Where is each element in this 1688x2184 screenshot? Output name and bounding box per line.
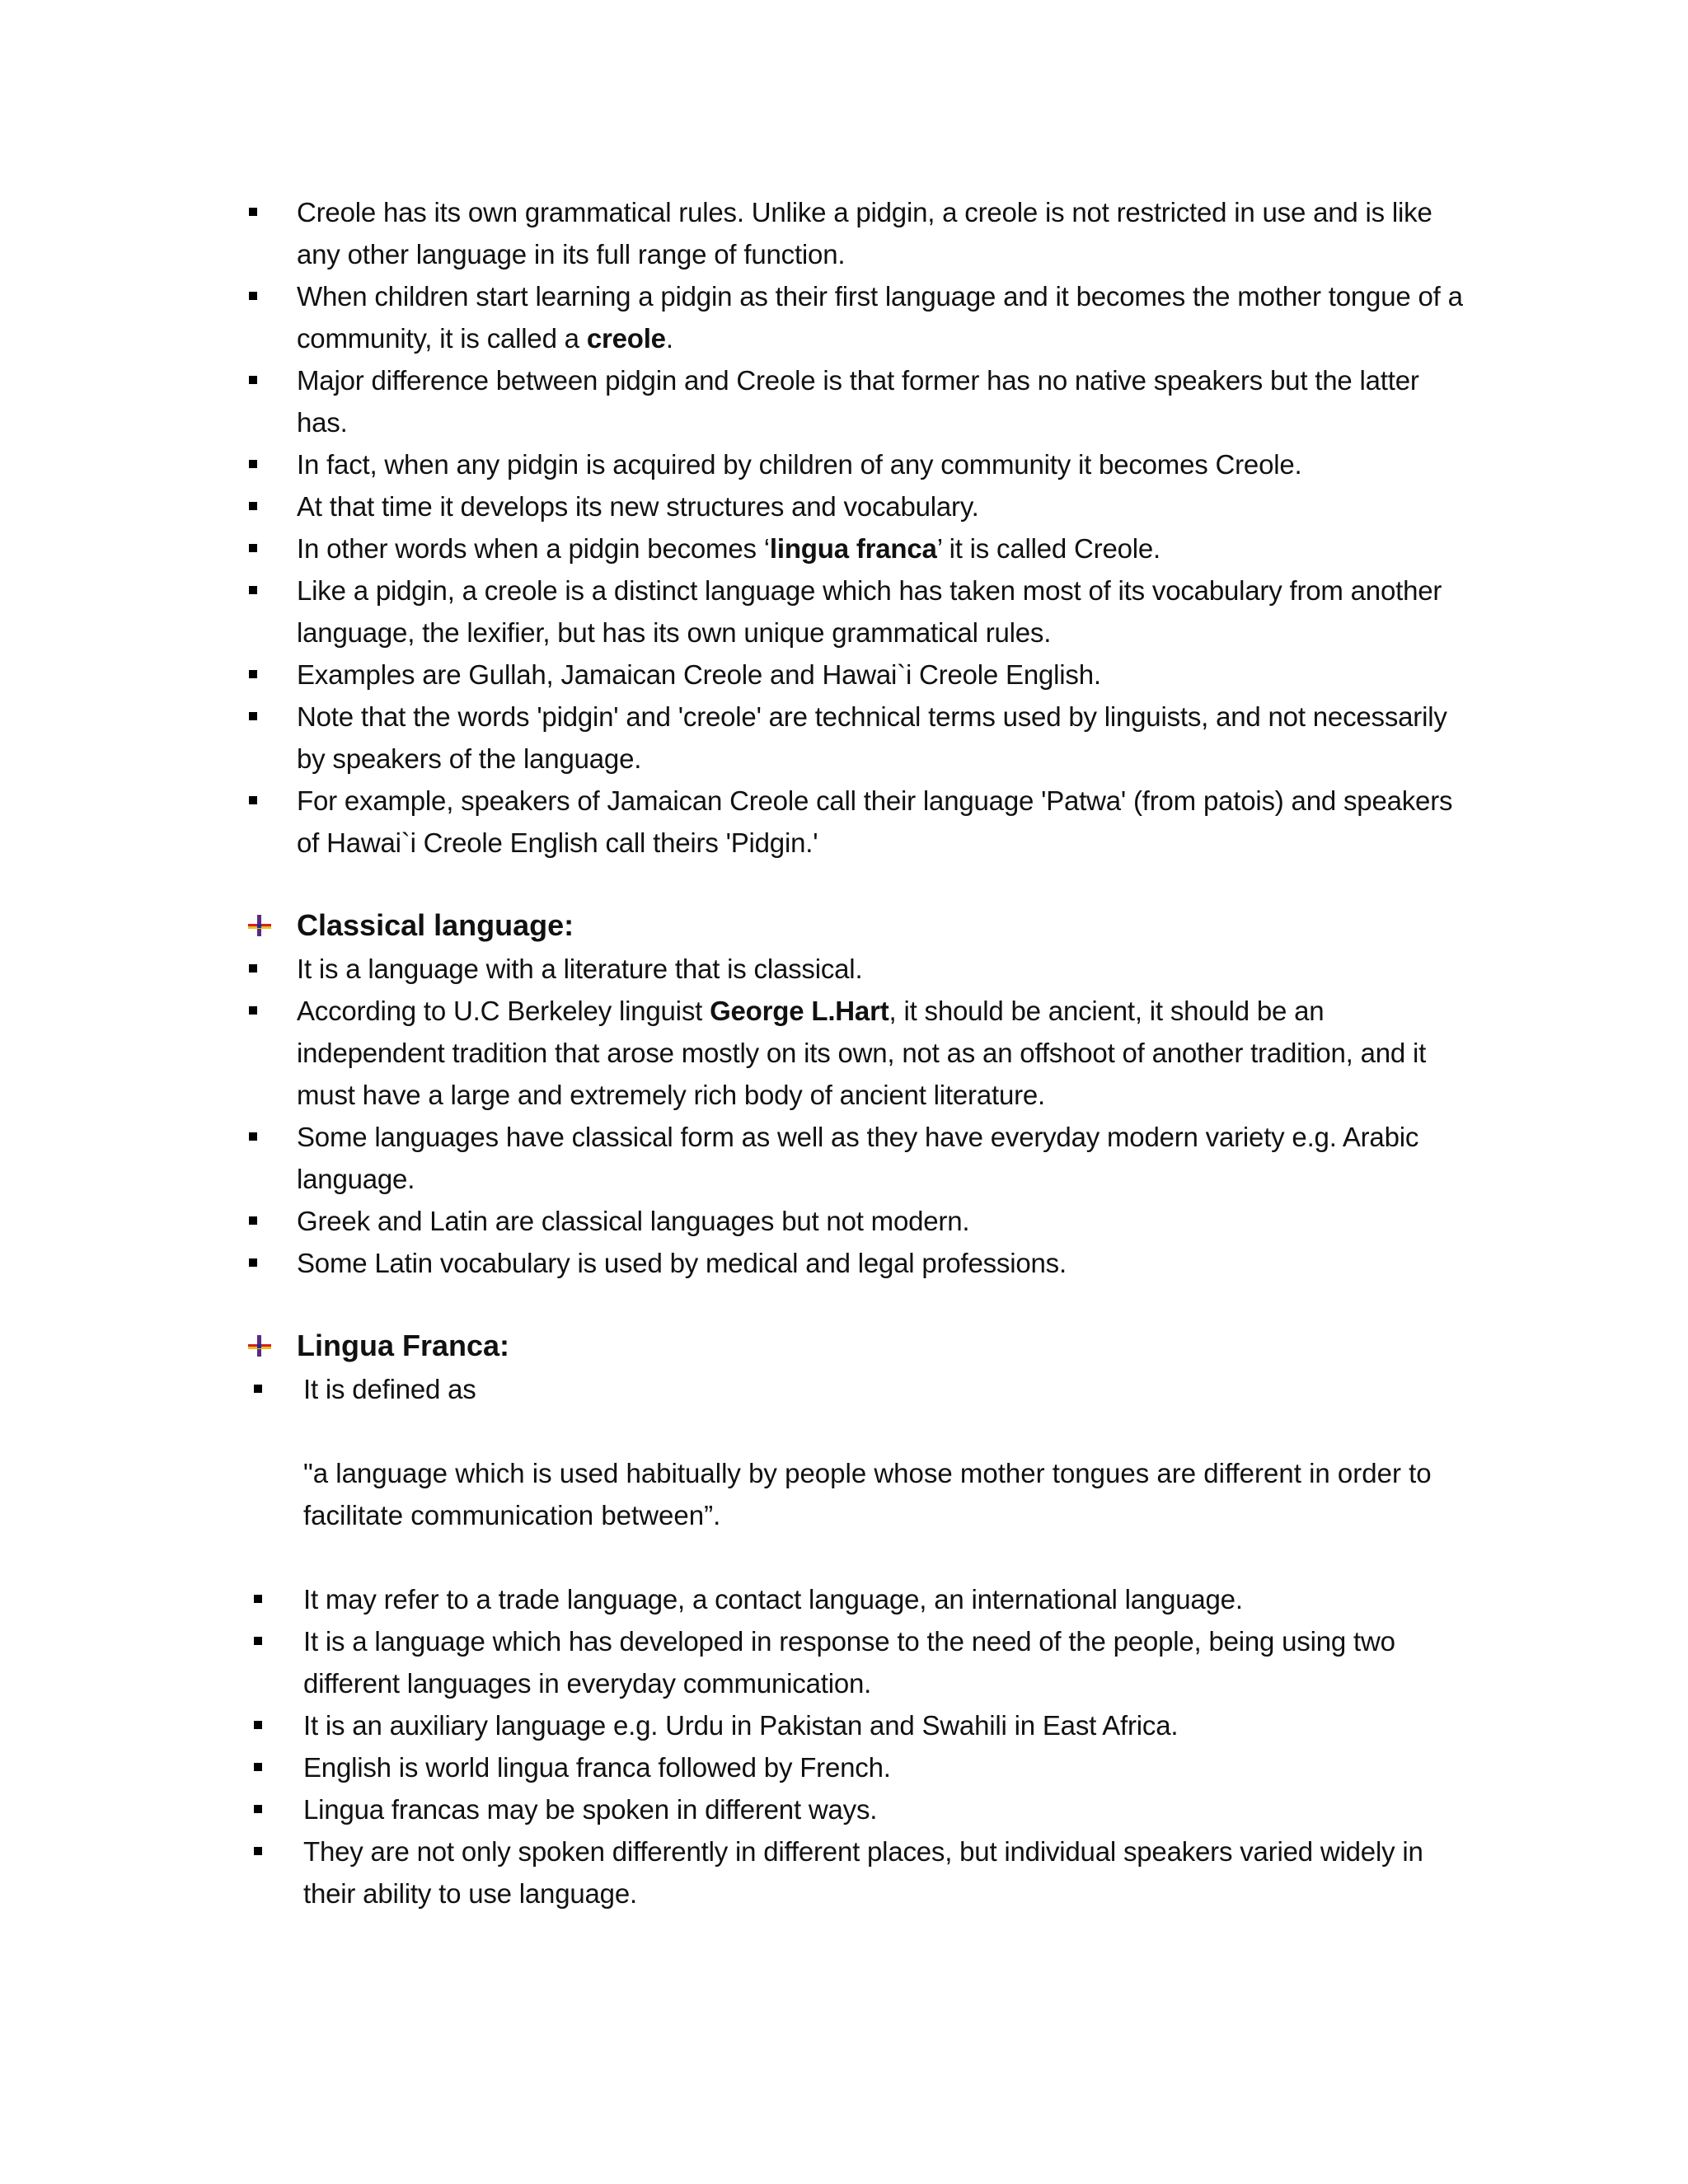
definition-quote: "a language which is used habitually by people whose mother tongues are different in order to facilitate communication between”. — [303, 1458, 1432, 1530]
list-item: When children start learning a pidgin as their first language and it becomes the mother tongue of a community, it is called a creole. — [247, 275, 1465, 359]
list-item: For example, speakers of Jamaican Creole call their language 'Patwa' (from patois) and speakers of Hawai`i Creole English call theirs 'Pidgin.' — [247, 780, 1465, 864]
plus-arrow-icon — [247, 1333, 272, 1358]
square-bullet-icon — [249, 1258, 257, 1267]
list-item: In fact, when any pidgin is acquired by children of any community it becomes Creole. — [247, 443, 1465, 485]
lingua-franca-list — [247, 1368, 1465, 1915]
section-heading-classical: Classical language: — [247, 903, 1465, 948]
list-item: It is a language which has developed in response to the need of the people, being using two different languages in everyday communication. — [247, 1620, 1465, 1704]
square-bullet-icon — [249, 1132, 257, 1141]
square-bullet-icon — [254, 1721, 262, 1729]
list-item: Major difference between pidgin and Creole is that former has no native speakers but the latter has. — [247, 359, 1465, 443]
list-item: They are not only spoken differently in different places, but individual speakers varied widely in their ability to use language. — [247, 1830, 1465, 1915]
section-heading-lingua-franca: Lingua Franca: — [247, 1324, 1465, 1368]
list-item: Greek and Latin are classical languages but not modern. — [247, 1200, 1465, 1242]
square-bullet-icon — [254, 1805, 262, 1813]
list-item: Some languages have classical form as well as they have everyday modern variety e.g. Arabic language. — [247, 1116, 1465, 1200]
square-bullet-icon — [249, 208, 257, 216]
list-item: At that time it develops its new structures and vocabulary. — [247, 485, 1465, 527]
list-item: Creole has its own grammatical rules. Unlike a pidgin, a creole is not restricted in use and is like any other language in its full range of function. — [247, 191, 1465, 275]
list-item: It is an auxiliary language e.g. Urdu in Pakistan and Swahili in East Africa. — [247, 1704, 1465, 1746]
square-bullet-icon — [249, 292, 257, 300]
list-item: It is defined as — [247, 1368, 1465, 1410]
list-item: Examples are Gullah, Jamaican Creole and Hawai`i Creole English. — [247, 654, 1465, 696]
list-item: Like a pidgin, a creole is a distinct language which has taken most of its vocabulary from another language, the lexifier, but has its own unique grammatical rules. — [247, 569, 1465, 654]
square-bullet-icon — [249, 544, 257, 552]
square-bullet-icon — [249, 1216, 257, 1225]
square-bullet-icon — [254, 1385, 262, 1393]
creole-list — [247, 191, 1465, 864]
list-item: It may refer to a trade language, a contact language, an international language. — [247, 1578, 1465, 1620]
square-bullet-icon — [249, 460, 257, 468]
list-item: It is a language with a literature that is classical. — [247, 948, 1465, 990]
square-bullet-icon — [254, 1637, 262, 1645]
list-item: English is world lingua franca followed by French. — [247, 1746, 1465, 1788]
list-item: Lingua francas may be spoken in different ways. — [247, 1788, 1465, 1830]
square-bullet-icon — [249, 964, 257, 972]
square-bullet-icon — [249, 586, 257, 594]
square-bullet-icon — [254, 1847, 262, 1855]
classical-list — [247, 948, 1465, 1284]
square-bullet-icon — [249, 670, 257, 678]
square-bullet-icon — [249, 376, 257, 384]
list-item: In other words when a pidgin becomes ‘lingua franca’ it is called Creole. — [247, 527, 1465, 569]
list-item: Note that the words 'pidgin' and 'creole' are technical terms used by linguists, and not necessarily by speakers of the language. — [247, 696, 1465, 780]
square-bullet-icon — [254, 1595, 262, 1603]
square-bullet-icon — [249, 712, 257, 720]
plus-arrow-icon — [247, 913, 272, 938]
square-bullet-icon — [254, 1763, 262, 1771]
square-bullet-icon — [249, 796, 257, 804]
square-bullet-icon — [249, 502, 257, 510]
list-item: Some Latin vocabulary is used by medical and legal professions. — [247, 1242, 1465, 1284]
list-item: According to U.C Berkeley linguist George L.Hart, it should be ancient, it should be an independent tradition that arose mostly on its own, not as an offshoot of another tradition, and it must have a large and extremely rich body of ancient literature. — [247, 990, 1465, 1116]
square-bullet-icon — [249, 1006, 257, 1015]
